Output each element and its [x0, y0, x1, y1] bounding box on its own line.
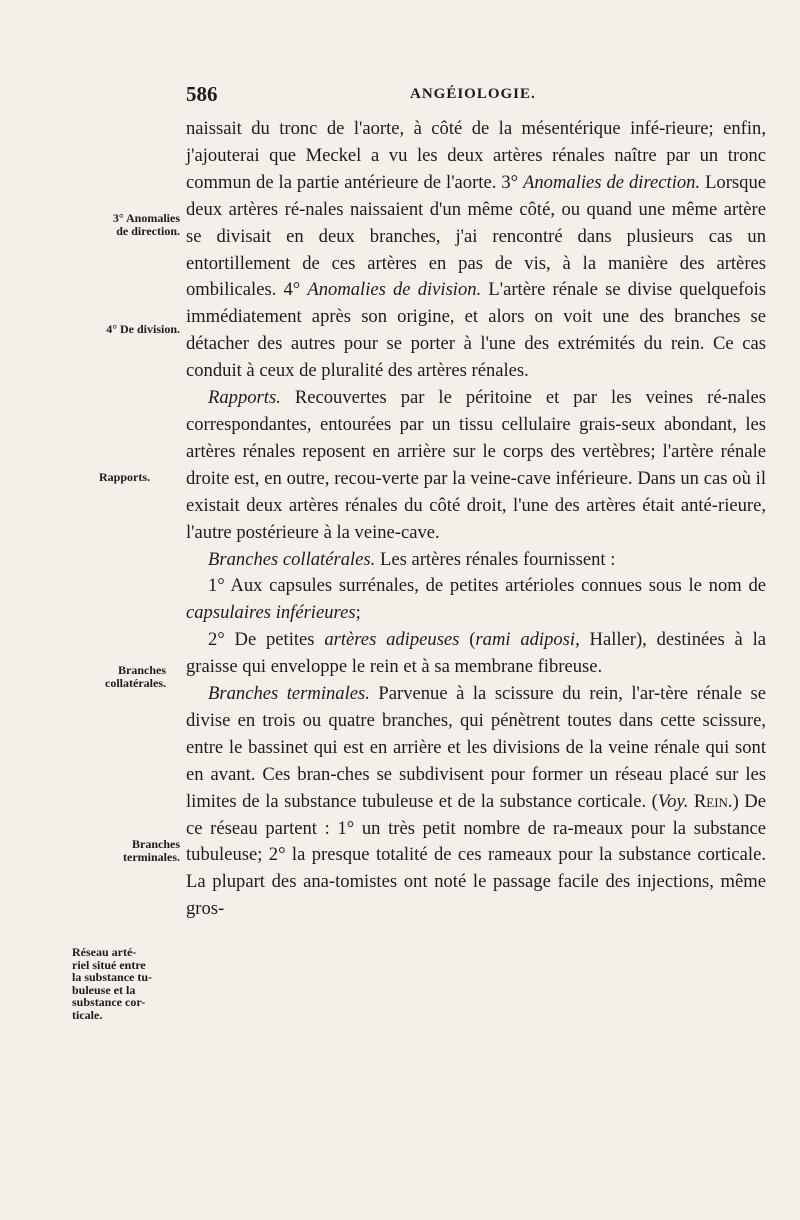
paragraph-p1 [186, 116, 766, 385]
text-run: , Haller), destinées à la graisse qui enveloppe le rein et à sa membrane fibreuse. [186, 629, 766, 678]
text-run: Parvenue à la scissure du rein, l'ar-tère rénale se divise en trois ou quatre branches, qui pénètrent toutes dans cette scissure, entre le bassinet qui est en arrière et les divisions de la veine rénale qui sont en avant. Ces bran-ches se subdivisent pour former un réseau placé sur les limites de la substance tubuleuse et de la substance corticale. ( [186, 683, 766, 812]
margin-note-line: 3° Anomalies [112, 211, 180, 225]
margin-note-line: Rapports. [98, 470, 150, 484]
text-run: L'artère rénale se divise quelquefois immédiatement après son origine, et alors on voit une des branches se détacher des autres pour se porter à l'une des extrémités du rein. Ce cas conduit à ceux de pluralité des artères rénales. [186, 279, 766, 382]
paragraph-p6 [186, 681, 766, 923]
margin-note-branches-terminales [68, 838, 180, 863]
paragraph-p2 [186, 385, 766, 546]
margin-note-reseau-arteriel [72, 946, 176, 1021]
paragraph-p4 [186, 573, 766, 627]
margin-note-anomalies-direction [68, 212, 180, 237]
text-run: 2° De petites [208, 629, 325, 651]
text-run: Rein. [693, 790, 733, 812]
margin-note-line: substance cor- [72, 995, 146, 1009]
italic-run: capsulaires inférieures [186, 602, 356, 624]
margin-note-line: Branches [132, 837, 180, 851]
italic-run: rami adiposi [475, 629, 576, 651]
italic-run: Anomalies de division. [307, 279, 482, 301]
margin-note-line: la substance tu- [72, 970, 153, 984]
margin-note-line: riel situé entre [72, 957, 146, 972]
margin-note-line: Branches [118, 663, 166, 677]
body-text [186, 116, 766, 923]
italic-run: Anomalies de direction. [523, 171, 701, 193]
text-run: 3° [501, 171, 524, 193]
margin-note-de-division [68, 323, 180, 336]
page-number: 586 [186, 82, 218, 106]
paragraph-p3 [186, 547, 766, 574]
text-run: Les artères rénales fournissent : [375, 548, 616, 570]
text-run: ( [459, 629, 476, 651]
italic-run: Branches terminales. [208, 683, 370, 705]
paragraph-p5 [186, 627, 766, 681]
text-run: 4° [283, 279, 308, 301]
italic-run: Voy. [657, 790, 689, 812]
italic-run: Branches collatérales. [208, 548, 376, 570]
margin-note-branches-collaterales [54, 664, 166, 689]
margin-note-line: Réseau arté- [72, 945, 137, 959]
margin-note-rapports [38, 471, 150, 484]
text-run: 1° Aux capsules surrénales, de petites artérioles connues sous le nom de [208, 575, 766, 597]
margin-note-line: de direction. [116, 223, 180, 238]
margin-note-line: 4° De division. [106, 322, 180, 336]
text-run: naissait du tronc de l'aorte, à côté de la mésentérique infé-rieure; enfin, j'ajouterai que Meckel a vu les deux artères rénales naître par un tronc commun de la partie antérieure de l'aorte. [186, 118, 766, 193]
text-run: Lorsque deux artères ré-nales naissaient d'un même côté, ou quand une même artère se divisait en deux branches, j'ai rencontré dans plusieurs cas un entortillement de ces artères en pas de vis, à la manière des artères ombilicales. [186, 171, 767, 301]
text-run: Recouvertes par le péritoine et par les veines ré-nales correspondantes, entourées par un tissu cellulaire grais-seux abondant, les artères rénales reposent en arrière sur le corps des vertèbres; l'artère rénale droite est, en outre, recou-verte par la veine-cave inférieure. Dans un cas où il existait deux artères rénales du côté droit, l'une des artères était anté-rieure, l'autre postérieure à la veine-cave. [186, 387, 766, 543]
page-header [186, 82, 766, 108]
italic-run: Rapports. [208, 387, 281, 409]
margin-note-line: buleuse et la [72, 982, 136, 997]
margin-note-line: collatérales. [105, 675, 166, 690]
italic-run: artères adipeuses [324, 629, 460, 651]
text-run: ) De ce réseau partent : 1° un très petit nombre de ra-meaux pour la substance tubuleuse; 2° la presque totalité de ces rameaux pour la substance corticale. La plupart des ana-tomistes ont noté le passage facile des injections, même gros- [186, 790, 766, 920]
running-head: ANGÉIOLOGIE. [410, 86, 536, 102]
margin-note-line: terminales. [123, 849, 180, 864]
margin-note-line: ticale. [72, 1007, 103, 1022]
text-run: ; [355, 602, 361, 624]
